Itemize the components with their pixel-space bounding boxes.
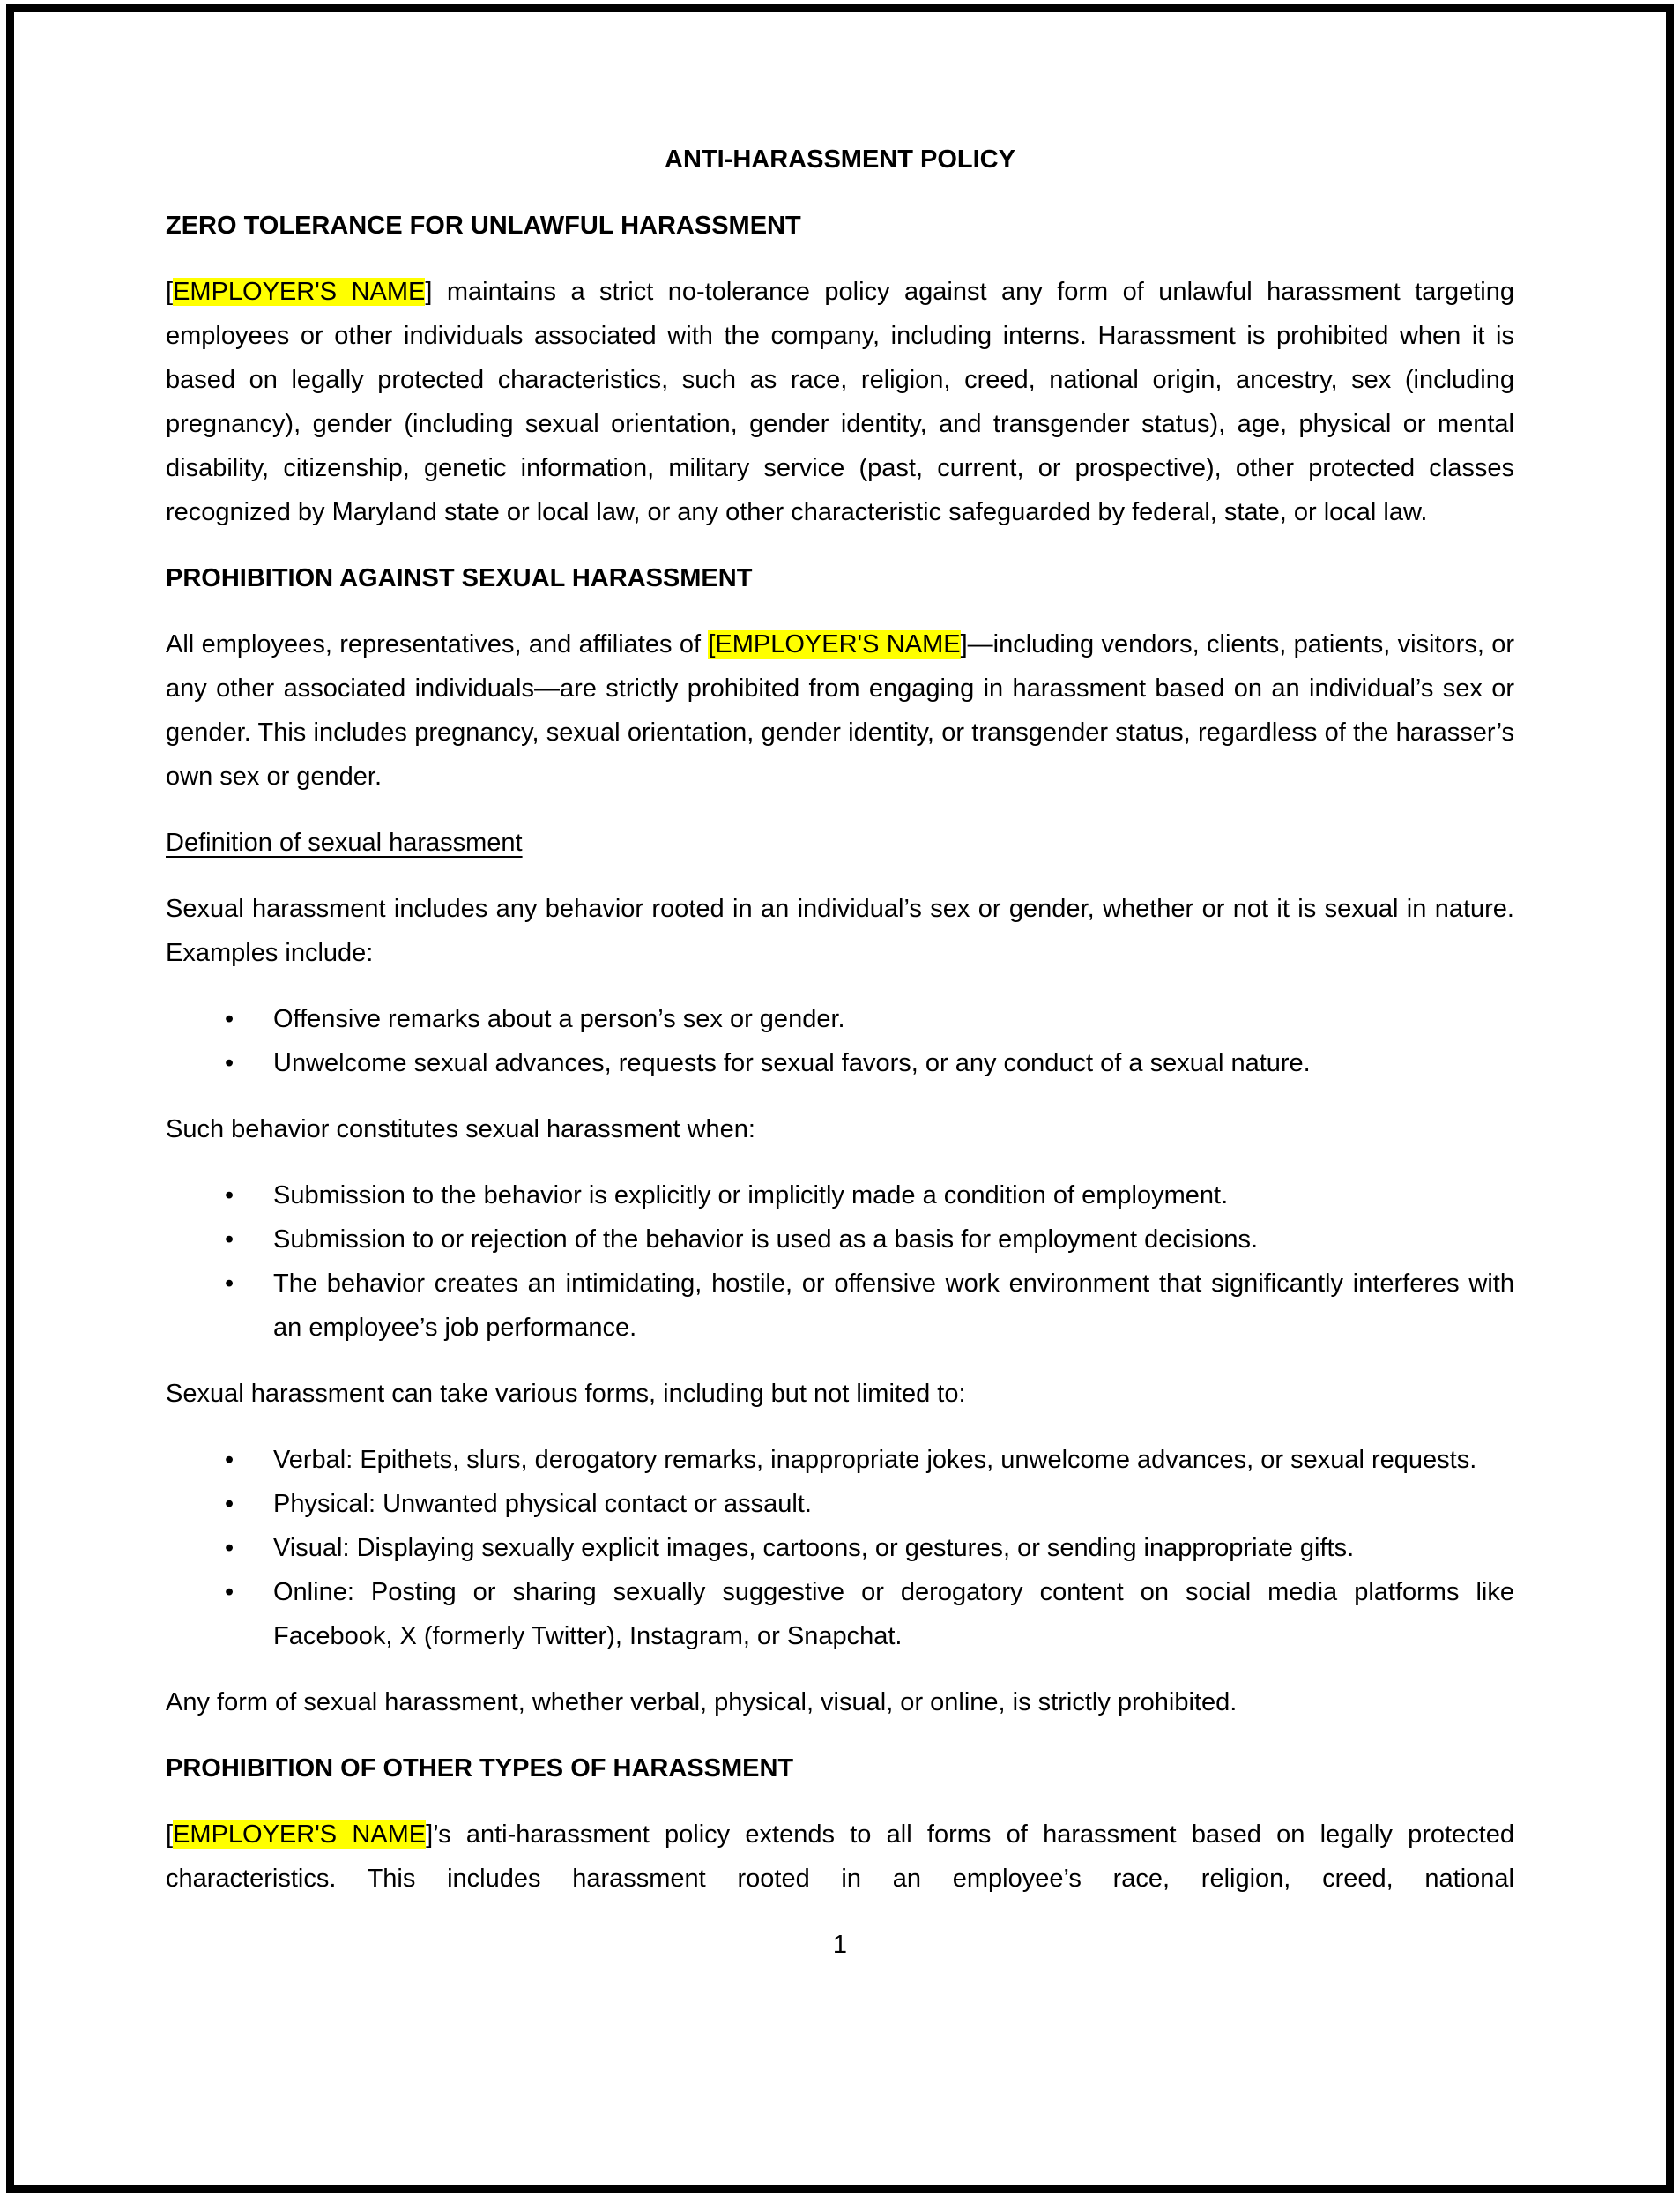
text-run: ANTI-HARASSMENT POLICY	[665, 145, 1015, 174]
text-run: Definition of sexual harassment	[166, 829, 523, 857]
paragraph	[166, 1680, 1514, 1724]
list-item: • The behavior creates an intimidating, hostile, or offensive work environment that significantly interferes with an employee’s job performance.	[166, 1262, 1514, 1350]
heading	[166, 556, 1514, 600]
text-run: Sexual harassment includes any behavior rooted in an individual’s sex or gender, whether or not it is sexual in nature. Examples include:	[166, 895, 1514, 967]
text-run: All employees, representatives, and affiliates of	[166, 630, 709, 659]
list-item: • Submission to the behavior is explicitly or implicitly made a condition of employment.	[166, 1173, 1514, 1217]
list-item: • Offensive remarks about a person’s sex or gender.	[166, 997, 1514, 1041]
heading	[166, 1746, 1514, 1790]
text-run: ] maintains a strict no-tolerance policy against any form of unlawful harassment targeting employees or other individuals associated with the company, including interns. Harassment is prohibited when it is based on legally protected characteristics, such as race, religion, creed, national origin, ancestry, sex (including pregnancy), gender (including sexual orientation, gender identity, and transgender status), age, physical or mental disability, citizenship, genetic information, military service (past, current, or prospective), other protected classes recognized by Maryland state or local law, or any other characteristic safeguarded by federal, state, or local law.	[166, 278, 1515, 526]
paragraph	[166, 1107, 1514, 1151]
text-run: ZERO TOLERANCE FOR UNLAWFUL HARASSMENT	[166, 212, 801, 240]
list-item: • Physical: Unwanted physical contact or assault.	[166, 1482, 1514, 1526]
list-item: • Submission to or rejection of the behavior is used as a basis for employment decisions.	[166, 1217, 1514, 1262]
list-item: • Online: Posting or sharing sexually suggestive or derogatory content on social media platforms like Facebook, X (formerly Twitter), Instagram, or Snapchat.	[166, 1570, 1514, 1658]
paragraph	[166, 270, 1514, 534]
paragraph	[166, 1813, 1514, 1901]
list-item: • Visual: Displaying sexually explicit images, cartoons, or gestures, or sending inappropriate gifts.	[166, 1526, 1514, 1570]
bullet-list	[166, 1173, 1514, 1350]
bullet-list	[166, 1438, 1514, 1658]
employer-name-highlight: [EMPLOYER'S NAME	[708, 630, 961, 659]
paragraph	[166, 622, 1514, 799]
employer-name-highlight: EMPLOYER'S NAME	[173, 278, 426, 306]
list-item: • Unwelcome sexual advances, requests for sexual favors, or any conduct of a sexual nature.	[166, 1041, 1514, 1085]
paragraph	[166, 887, 1514, 975]
subheading	[166, 821, 1514, 865]
paragraph	[166, 1372, 1514, 1416]
heading	[166, 204, 1514, 248]
text-run: Any form of sexual harassment, whether verbal, physical, visual, or online, is strictly prohibited.	[166, 1688, 1238, 1716]
document-title	[166, 138, 1514, 182]
employer-name-highlight: EMPLOYER'S NAME	[173, 1820, 427, 1849]
list-item: • Verbal: Epithets, slurs, derogatory remarks, inappropriate jokes, unwelcome advances, or sexual requests.	[166, 1438, 1514, 1482]
text-run: PROHIBITION AGAINST SEXUAL HARASSMENT	[166, 564, 753, 592]
document-body	[166, 138, 1514, 1901]
page-number: 1	[832, 1931, 848, 1959]
text-run: [	[166, 1820, 174, 1849]
text-run: PROHIBITION OF OTHER TYPES OF HARASSMENT	[166, 1754, 794, 1783]
text-run: ]’s anti-harassment policy extends to all forms of harassment based on legally protected characteristics. This includes harassment rooted in an employee’s race, religion, creed, national	[166, 1820, 1514, 1893]
bullet-list	[166, 997, 1514, 1085]
text-run: [	[166, 278, 174, 306]
text-run: Sexual harassment can take various forms, including but not limited to:	[166, 1380, 966, 1408]
text-run: Such behavior constitutes sexual harassment when:	[166, 1115, 755, 1143]
text-run: ]—including vendors, clients, patients, visitors, or any other associated individuals—are strictly prohibited from engaging in harassment based on an individual’s sex or gender. This includes pregnancy, sexual orientation, gender identity, or transgender status, regardless of the harasser’s own sex or gender.	[166, 630, 1515, 791]
